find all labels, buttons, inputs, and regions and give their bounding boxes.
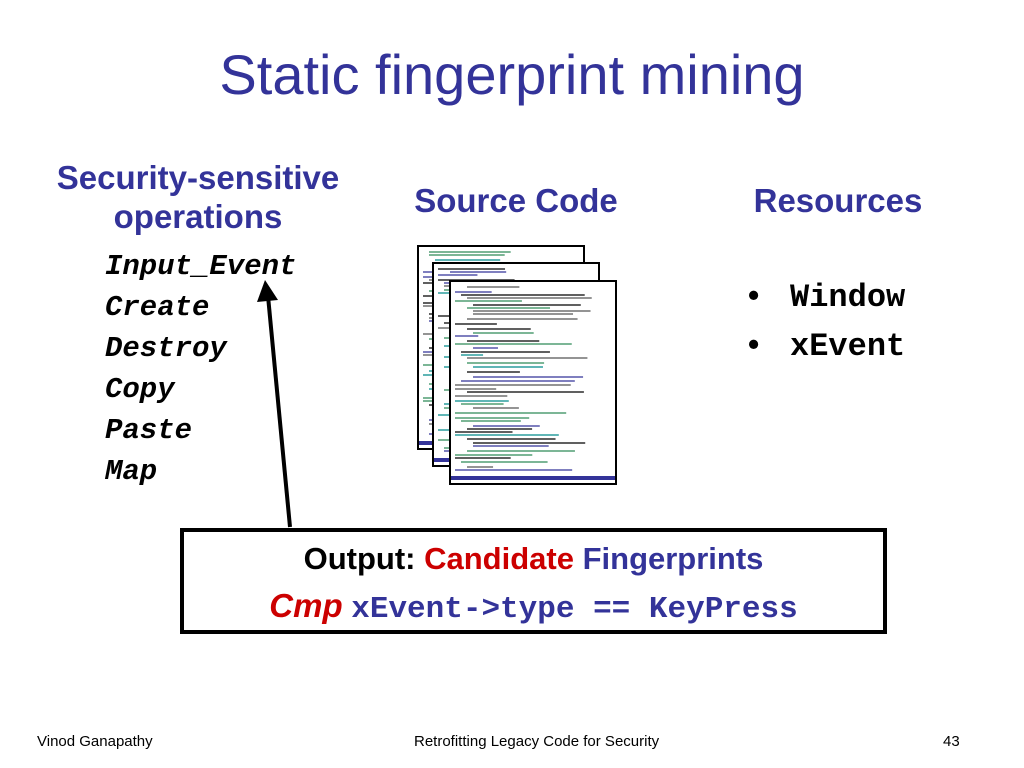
source-code-heading: Source Code (414, 182, 618, 219)
cmp-label: Cmp (269, 587, 343, 624)
output-box (180, 528, 887, 634)
resource-label: xEvent (790, 328, 906, 365)
output-prefix: Output: (303, 541, 416, 576)
footer-page-number: 43 (943, 733, 960, 750)
fingerprint-code: xEvent->type == KeyPress (351, 592, 798, 627)
operation-item: Destroy (105, 332, 227, 365)
bullet-icon: • (748, 326, 760, 362)
operation-item: Input_Event (105, 250, 297, 283)
bullet-icon: • (748, 277, 760, 313)
output-candidate: Candidate (424, 541, 574, 576)
slide-title: Static fingerprint mining (219, 43, 805, 106)
operations-heading-line1: Security-sensitive (56, 159, 340, 196)
output-fingerprints: Fingerprints (582, 541, 764, 576)
resource-label: Window (790, 279, 906, 316)
operation-item: Copy (105, 373, 175, 406)
footer-author: Vinod Ganapathy (37, 733, 153, 750)
footer-title: Retrofitting Legacy Code for Security (414, 733, 660, 750)
operations-heading-line2: operations (113, 198, 283, 235)
operation-item: Create (105, 291, 210, 324)
resources-heading: Resources (753, 182, 923, 219)
output-heading (184, 540, 883, 578)
fingerprint-expression (184, 586, 883, 630)
operation-item: Map (105, 455, 158, 488)
operation-item: Paste (105, 414, 193, 447)
